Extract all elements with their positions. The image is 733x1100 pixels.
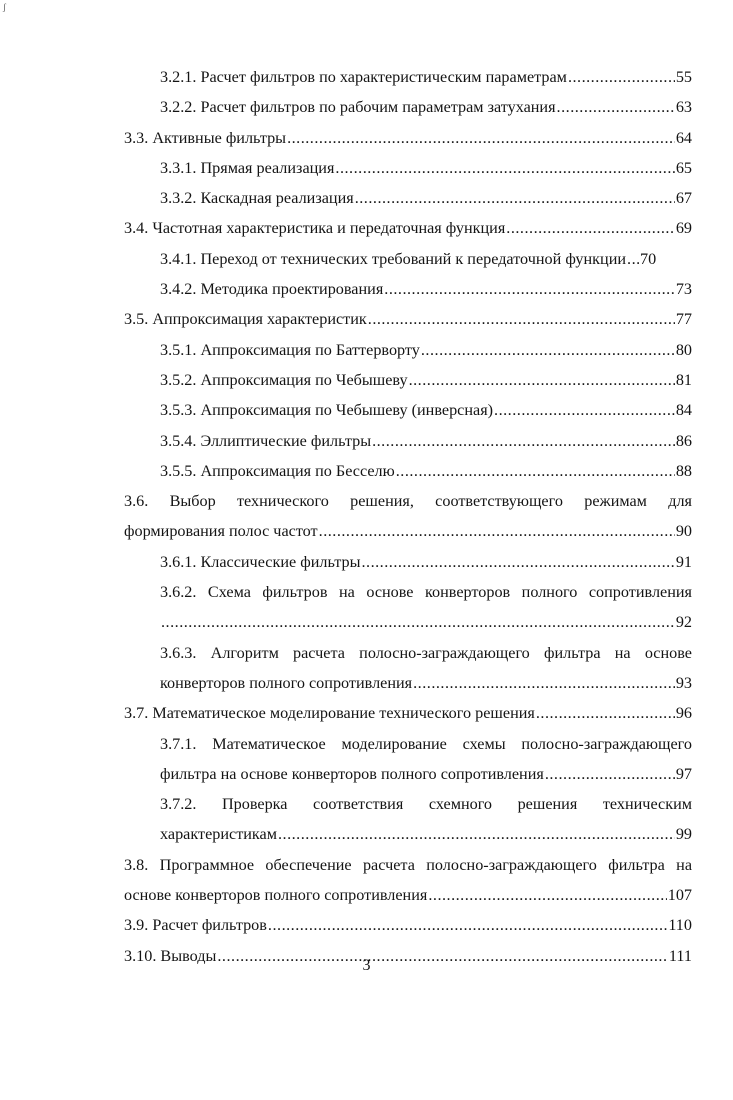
dot-leader <box>409 365 675 395</box>
toc-entry-3-7-1[interactable] <box>124 729 692 790</box>
toc-entry-3-6[interactable] <box>124 486 692 547</box>
dot-leader <box>506 213 675 243</box>
toc-entry-3-6-3[interactable] <box>124 638 692 699</box>
toc-page: 111 <box>668 946 692 965</box>
toc-title-line2: характеристикам <box>160 825 277 844</box>
dot-leader <box>413 668 675 698</box>
toc-page: 96 <box>675 704 692 723</box>
dot-leader <box>278 819 675 849</box>
toc-page: 93 <box>675 673 692 692</box>
dot-leader <box>319 516 675 546</box>
toc-title-line2: конверторов полного сопротивления <box>160 673 413 692</box>
dot-leader <box>536 698 675 728</box>
toc-title-line2: формирования полос частот <box>124 522 318 541</box>
toc-entry-3-9[interactable] <box>124 910 692 940</box>
toc-page: 90 <box>675 522 692 541</box>
toc-page: 84 <box>675 401 692 420</box>
toc-page: 81 <box>675 370 692 389</box>
toc-title: 3.5.2. Аппроксимация по Чебышеву <box>160 370 408 389</box>
toc-page: 63 <box>675 98 692 117</box>
dot-leader <box>494 395 675 425</box>
toc-entry-3-4[interactable] <box>124 213 692 243</box>
dot-leader <box>361 547 674 577</box>
toc-page: 73 <box>675 280 692 299</box>
toc-title: 3.5. Аппроксимация характеристик <box>124 310 367 329</box>
toc-entry-3-6-2[interactable] <box>124 577 692 638</box>
toc-entry-3-5-3[interactable] <box>124 395 692 425</box>
toc-title-line1: 3.7.2. Проверка соответствия схемного решения техническим <box>160 795 692 814</box>
toc-page: 88 <box>675 461 692 480</box>
toc-entry-3-5[interactable] <box>124 304 692 334</box>
toc-entry-3-4-2[interactable] <box>124 274 692 304</box>
page-number: 3 <box>362 957 371 974</box>
toc-page: 91 <box>675 552 692 571</box>
toc-title-line1: 3.6.3. Алгоритм расчета полосно-заграждающего фильтра на основе <box>160 643 692 662</box>
corner-mark: ʃ <box>3 2 6 12</box>
toc-title: 3.10. Выводы <box>124 946 217 965</box>
toc-entry-3-6-1[interactable] <box>124 547 692 577</box>
dot-leader <box>287 123 675 153</box>
toc-page: 80 <box>675 340 692 359</box>
dot-leader <box>545 759 675 789</box>
toc-title: 3.6.1. Классические фильтры <box>160 552 361 571</box>
dot-leader <box>557 92 675 122</box>
toc-title-line2: основе конверторов полного сопротивления <box>124 886 428 905</box>
dot-leader <box>368 304 675 334</box>
toc-entry-3-4-1[interactable] <box>124 244 692 274</box>
toc-title: 3.2.1. Расчет фильтров по характеристическим параметрам <box>160 68 567 86</box>
dot-leader <box>384 274 675 304</box>
toc-entry-3-8[interactable] <box>124 850 692 911</box>
toc-title: 3.4.2. Методика проектирования <box>160 280 384 299</box>
toc-page: 110 <box>668 916 692 935</box>
toc-title: 3.9. Расчет фильтров <box>124 916 267 935</box>
toc-entry-3-5-4[interactable] <box>124 426 692 456</box>
toc-page: 67 <box>675 189 692 208</box>
toc-page: 86 <box>675 431 692 450</box>
toc-entry-3-7-2[interactable] <box>124 789 692 850</box>
toc-page: 92 <box>675 613 692 632</box>
toc-title: 3.3.2. Каскадная реализация <box>160 189 354 208</box>
dot-leader <box>421 335 675 365</box>
toc-page: 107 <box>667 886 692 905</box>
toc-title-line1: 3.8. Программное обеспечение расчета полосно-заграждающего фильтра на <box>124 855 692 874</box>
dot-leader <box>428 880 666 910</box>
toc-title: 3.7. Математическое моделирование технического решения <box>124 704 535 723</box>
dot-leader <box>627 244 639 274</box>
toc-title: 3.3.1. Прямая реализация <box>160 158 335 177</box>
toc-title: 3.5.4. Эллиптические фильтры <box>160 431 372 450</box>
toc-title: 3.5.3. Аппроксимация по Чебышеву (инверсная) <box>160 401 494 420</box>
toc-entry-3-5-1[interactable] <box>124 335 692 365</box>
toc-title: 3.5.5. Аппроксимация по Бесселю <box>160 461 395 480</box>
toc-title: 3.4. Частотная характеристика и передаточная функция <box>124 219 506 238</box>
toc-title: 3.4.1. Переход от технических требований к передаточной функции <box>160 249 627 268</box>
toc-title: 3.3. Активные фильтры <box>124 128 287 147</box>
toc-entry-3-5-2[interactable] <box>124 365 692 395</box>
table-of-contents <box>124 62 692 971</box>
dot-leader <box>396 456 675 486</box>
toc-entry-3-2-1[interactable] <box>124 62 692 92</box>
toc-title-line2: фильтра на основе конверторов полного сопротивления <box>160 764 544 783</box>
toc-entry-3-7[interactable] <box>124 698 692 728</box>
toc-page: 69 <box>675 219 692 238</box>
toc-page: 70 <box>640 249 657 268</box>
toc-entry-3-5-5[interactable] <box>124 456 692 486</box>
toc-page: 77 <box>675 310 692 329</box>
toc-page: 65 <box>675 158 692 177</box>
dot-leader <box>372 426 675 456</box>
dot-leader <box>335 153 674 183</box>
toc-page: 64 <box>675 128 692 147</box>
toc-title-line1: 3.6. Выбор технического решения, соответствующего режимам для <box>124 492 692 511</box>
toc-page: 55 <box>675 68 692 86</box>
toc-page: 99 <box>675 825 692 844</box>
toc-entry-3-2-2[interactable] <box>124 92 692 122</box>
toc-title-line1: 3.6.2. Схема фильтров на основе конверторов полного сопротивления <box>160 583 692 602</box>
dot-leader <box>161 607 675 637</box>
toc-entry-3-3-1[interactable] <box>124 153 692 183</box>
toc-title: 3.5.1. Аппроксимация по Баттерворту <box>160 340 420 359</box>
dot-leader <box>568 62 675 92</box>
dot-leader <box>268 910 667 940</box>
dot-leader <box>355 183 675 213</box>
toc-title: 3.2.2. Расчет фильтров по рабочим параметрам затухания <box>160 98 556 117</box>
toc-title-line1: 3.7.1. Математическое моделирование схемы полосно-заграждающего <box>160 734 692 753</box>
toc-entry-3-3[interactable] <box>124 123 692 153</box>
toc-page: 97 <box>675 764 692 783</box>
toc-entry-3-3-2[interactable] <box>124 183 692 213</box>
